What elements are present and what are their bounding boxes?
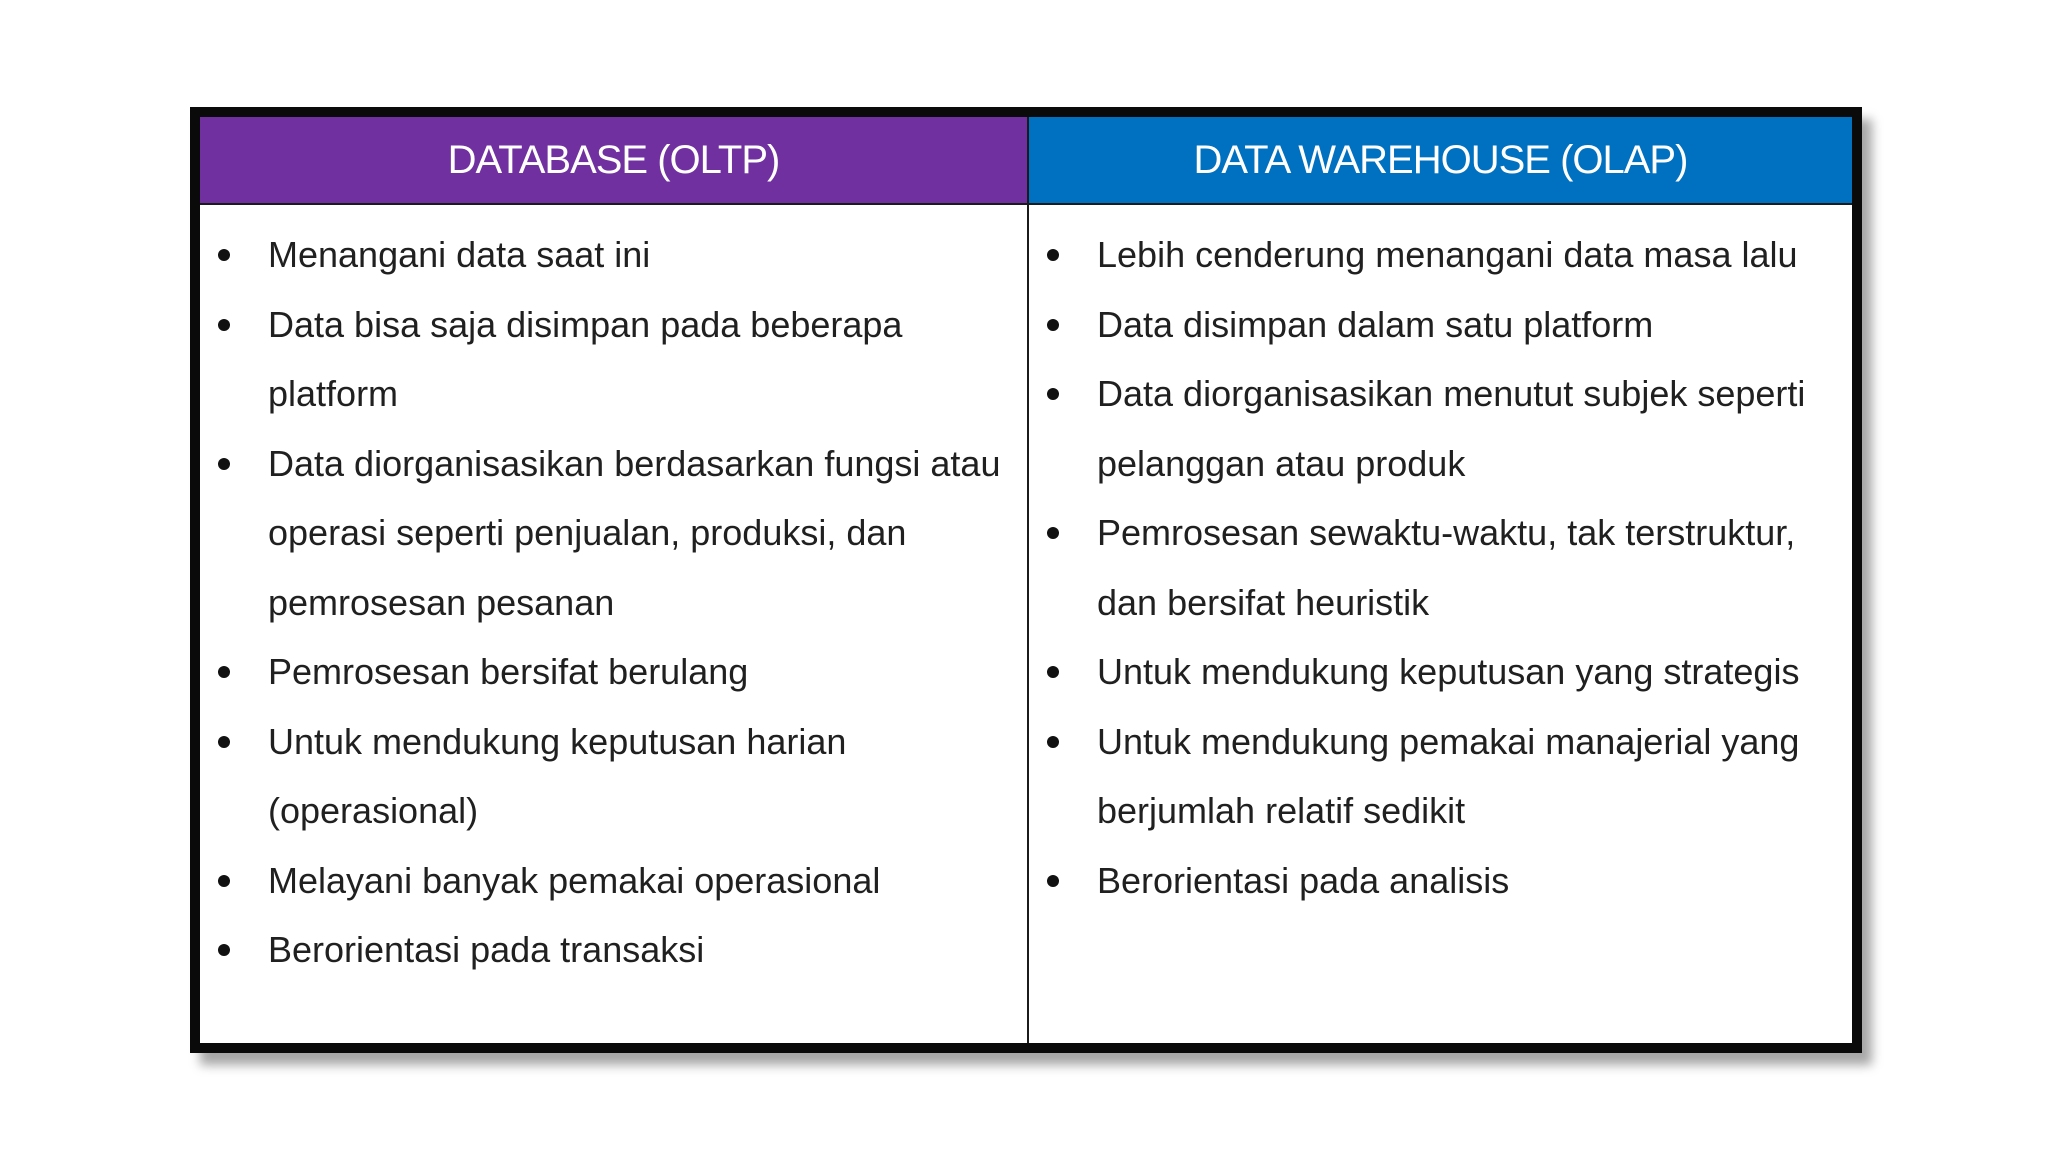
oltp-column-body xyxy=(200,205,1029,1043)
list-item xyxy=(1029,359,1852,498)
list-item xyxy=(200,429,1027,638)
header-label: DATABASE (OLTP) xyxy=(447,137,780,182)
olap-bullet-list xyxy=(1029,220,1852,915)
bullet-icon xyxy=(1047,527,1059,539)
oltp-bullet-list xyxy=(200,220,1027,985)
bullet-icon xyxy=(1047,249,1059,261)
list-item xyxy=(200,637,1027,707)
list-item xyxy=(1029,707,1852,846)
olap-column-body xyxy=(1029,205,1852,1043)
header-label: DATA WAREHOUSE (OLAP) xyxy=(1193,137,1688,182)
bullet-icon xyxy=(218,249,230,261)
bullet-icon xyxy=(218,666,230,678)
bullet-icon xyxy=(218,875,230,887)
bullet-icon xyxy=(218,944,230,956)
header-database-oltp xyxy=(200,117,1029,205)
list-item xyxy=(200,915,1027,985)
comparison-table xyxy=(190,107,1862,1053)
list-item xyxy=(200,220,1027,290)
list-item-text: Lebih cenderung menangani data masa lalu xyxy=(1097,234,1798,275)
list-item-text: Untuk mendukung keputusan yang strategis xyxy=(1097,651,1800,692)
bullet-icon xyxy=(218,736,230,748)
list-item-text: Data bisa saja disimpan pada beberapa platform xyxy=(268,303,903,414)
list-item xyxy=(1029,220,1852,290)
list-item xyxy=(200,290,1027,429)
list-item xyxy=(1029,637,1852,707)
list-item-text: Pemrosesan sewaktu-waktu, tak terstruktur, dan bersifat heuristik xyxy=(1097,512,1796,623)
list-item-text: Melayani banyak pemakai operasional xyxy=(268,859,881,901)
header-data-warehouse-olap xyxy=(1029,117,1852,205)
bullet-icon xyxy=(218,319,230,331)
bullet-icon xyxy=(1047,875,1059,887)
bullet-icon xyxy=(1047,736,1059,748)
bullet-icon xyxy=(1047,319,1059,331)
list-item-text: Data diorganisasikan menutut subjek seperti pelanggan atau produk xyxy=(1097,373,1806,484)
list-item xyxy=(1029,290,1852,360)
bullet-icon xyxy=(1047,388,1059,400)
list-item-text: Pemrosesan bersifat berulang xyxy=(268,651,749,692)
list-item-text: Untuk mendukung keputusan harian (operasional) xyxy=(268,720,847,831)
list-item-text: Data disimpan dalam satu platform xyxy=(1097,303,1654,345)
list-item-text: Berorientasi pada analisis xyxy=(1097,859,1510,901)
list-item xyxy=(1029,846,1852,916)
list-item xyxy=(200,846,1027,916)
bullet-icon xyxy=(218,458,230,470)
bullet-icon xyxy=(1047,666,1059,678)
list-item-text: Data diorganisasikan berdasarkan fungsi atau operasi seperti penjualan, produksi, dan pemrosesan pesanan xyxy=(268,442,1001,623)
list-item-text: Menangani data saat ini xyxy=(268,234,651,275)
list-item xyxy=(200,707,1027,846)
list-item-text: Berorientasi pada transaksi xyxy=(268,929,705,970)
list-item xyxy=(1029,498,1852,637)
list-item-text: Untuk mendukung pemakai manajerial yang berjumlah relatif sedikit xyxy=(1097,720,1800,831)
